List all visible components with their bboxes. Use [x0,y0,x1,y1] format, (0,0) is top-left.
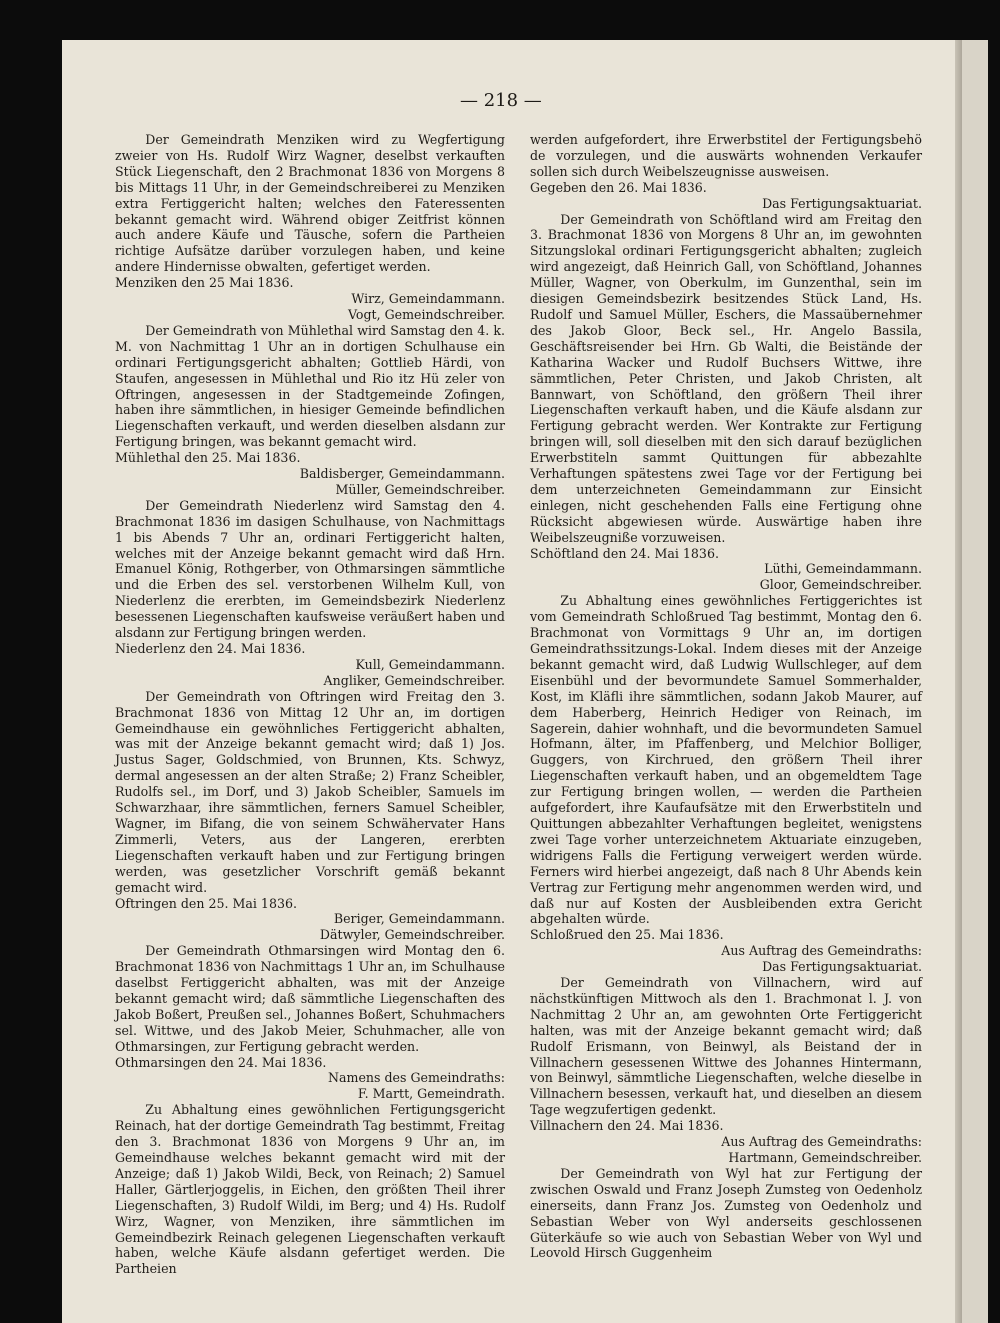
notice-paragraph: Der Gemeindrath von Oftringen wird Freitag den 3. Brachmonat 1836 von Mittag 12 Uhr an, im dortigen Gemeindhause ein gewöhnliches Fertiggericht abhalten, was mit der Anzeige bekannt gemacht wird; daß 1) Jos. Justus Sager, Goldschmied, von Brunnen, Kts. Schwyz, dermal angesessen an der alten Straße; 2) Franz Scheibler, Rudolfs sel., im Dorf, und 3) Jakob Scheibler, Samuels im Schwarzhaar, ihre sämmtlichen, ferners Samuel Scheibler, Wagner, im Bifang, die von seinem Schwähervater Hans Zimmerli, Veters, aus der Langeren, ererbten Liegenschaften verkauft haben und zur Fertigung bringen werden, was gesetzlicher Vorschrift gemäß bekannt gemacht wird. [115,688,505,895]
notice-signature: Namens des Gemeindraths: [328,1070,505,1086]
notice-date: Niederlenz den 24. Mai 1836. [115,641,306,656]
notice-signature: Das Fertigungsaktuariat. [762,195,922,211]
notice-signature: Vogt, Gemeindschreiber. [347,306,505,322]
notice-signature: Hartmann, Gemeindschreiber. [728,1150,922,1165]
notice-signature: Lüthi, Gemeindammann. [764,561,922,577]
notice-date: Othmarsingen den 24. Mai 1836. [115,1054,327,1070]
notice-paragraph: Zu Abhaltung eines gewöhnliches Fertiggerichtes ist vom Gemeindrath Schloßrued Tag bestimmt, Montag den 6. Brachmonat von Vormittags 9 Uhr an, im dortigen Gemeindrathssitzungs-Lokal. Indem dieses mit der Anzeige bekannt gemacht wird, daß Ludwig Wullschleger, auf dem Eisenbühl und der bevormundete Samuel Sommerhalder, Kost, im Kläfli ihre sämmtlichen, sodann Jakob Maurer, auf dem Haberberg, Heinrich Hediger von Reinach, im Sagerein, dahier wohnhaft, und die bevormundeten Samuel Hofmann, älter, im Pfaffenberg, und Melchior Bolliger, Guggers, von Kirchrued, den größern Theil ihrer Liegenschaften verkauft haben, und an obgemeldtem Tage zur Fertigung bringen wollen, — werden die Partheien aufgefordert, ihre Kaufaufsätze mit den Erwerbstiteln und Quittungen abbezahlter Verhaftungen begleitet, wenigstens zwei Tage vorher unterzeichnetem Aktuariate einzugeben, widrigens Falls die Fertigung verweigert werden würde. Ferners wird hierbei angezeigt, daß nach 8 Uhr Abends kein Vertrag zur Fertigung mehr angenommen werden wird, und daß nur auf Kosten der Ausbleibenden extra Gericht abgehalten würde. [530,593,922,927]
left-column [115,132,505,1277]
notice-paragraph: Der Gemeindrath Menziken wird zu Wegfertigung zweier von Hs. Rudolf Wirz Wagner, deselbst verkauften Stück Liegenschaft, den 2 Brachmonat 1836 von Morgens 8 bis Mittags 11 Uhr, in der Gemeindschreiberei zu Menziken extra Fertiggericht halten; welches den Fateressenten bekannt gemacht wird. Während obiger Zeitfrist können auch andere Käufe und Täusche, sofern die Partheien richtige Aufsätze darüber vorzulegen haben, und keine andere Hindernisse obwalten, gefertiget werden. [115,132,505,275]
notice-paragraph: Zu Abhaltung eines gewöhnlichen Fertigungsgericht Reinach, hat der dortige Gemeindrath Tag bestimmt, Freitag den 3. Brachmonat 1836 von Morgens 9 Uhr an, im Gemeindhause welches bekannt gemacht wird mit der Anzeige; daß 1) Jakob Wildi, Beck, von Reinach; 2) Samuel Haller, Gärtlerjoggelis, in Eichen, den größten Theil ihrer Liegenschaften, 3) Rudolf Wildi, im Berg; und 4) Hs. Rudolf Wirz, Wagner, von Menziken, ihre sämmtlichen im Gemeindbezirk Reinach gelegenen Liegenschaften verkauft haben, welche Käufe alsdann gefertiget werden. Die Partheien [115,1102,505,1277]
notice-date: Oftringen den 25. Mai 1836. [115,895,297,911]
notice-continuation: werden aufgefordert, ihre Erwerbstitel der Fertigungsbehö de vorzulegen, und die auswärts wohnenden Verkaufer sollen sich durch Weibelszeugnisse ausweisen. [530,132,922,179]
notice-date: Schloßrued den 25. Mai 1836. [530,927,724,943]
notice-signature: Gloor, Gemeindschreiber. [759,577,922,593]
next-page-edge [962,40,988,1323]
notice-date: Mühlethal den 25. Mai 1836. [115,450,301,466]
notice-signature: Wirz, Gemeindammann. [351,291,505,307]
notice-signature: Müller, Gemeindschreiber. [335,481,505,497]
notice-signature: Dätwyler, Gemeindschreiber. [319,927,505,943]
notice-paragraph: Der Gemeindrath von Villnachern, wird auf nächstkünftigen Mittwoch als den 1. Brachmonat l. J. von Nachmittag 2 Uhr an, am gewohnten Orte Fertiggericht halten, was mit der Anzeige bekannt gemacht wird; daß Rudolf Erismann, von Beinwyl, als Beistand der in Villnachern gesessenen Wittwe des Johannes Hintermann, von Beinwyl, sämmtliche Liegenschaften, welche dieselbe in Villnachern besessen, verkauft hat, und dieselben an diesem Tage wegzufertigen gedenkt. [530,975,922,1118]
right-column [530,132,922,1261]
notice-date: Villnachern den 24. Mai 1836. [530,1118,724,1134]
notice-paragraph: Der Gemeindrath von Wyl hat zur Fertigung der zwischen Oswald und Franz Joseph Zumsteg von Oedenholz einerseits, dann Franz Jos. Zumsteg von Oedenholz und Sebastian Weber von Wyl anderseits geschlossenen Güterkäufe so wie auch von Sebastian Weber von Wyl und Leovold Hirsch Guggenheim [530,1165,922,1261]
notice-signature: Beriger, Gemeindammann. [333,911,505,927]
notice-paragraph: Der Gemeindrath Othmarsingen wird Montag den 6. Brachmonat 1836 von Nachmittags 1 Uhr an, im Schulhause daselbst Fertiggericht abhalten, was mit der Anzeige bekannt gemacht wird; daß sämmtliche Liegenschaften des Jakob Boßert, Preußen sel., Johannes Boßert, Schuhmachers sel. Wittwe, und des Jakob Meier, Schuhmacher, alle von Othmarsingen, zur Fertigung gebracht werden. [115,943,505,1054]
notice-paragraph: Der Gemeindrath von Schöftland wird am Freitag den 3. Brachmonat 1836 von Morgens 8 Uhr an, im gewohnten Sitzungslokal ordinari Fertigungsgericht abhalten; zugleich wird angezeigt, daß Heinrich Gall, von Schöftland, Johannes Müller, Wagner, von Oberkulm, im Gunzenthal, sein im diesigen Gemeindsbezirk besitzendes Stück Land, Hs. Rudolf und Samuel Müller, Eschers, die Massaübernehmer des Jakob Gloor, Beck sel., Hr. Angelo Bassila, Geschäftsreisender bei Hrn. Gb Walti, die Beistände der Katharina Wacker und Rudolf Buchsers Wittwe, ihre sämmtlichen, Peter Christen, und Jakob Christen, alt Bannwart, von Schöftland, den größern Theil ihrer Liegenschaften verkauft haben, und die Käufe alsdann zur Fertigung gebracht werden. Wer Kontrakte zur Fertigung bringen will, soll dieselben mit den sich darauf bezüglichen Erwerbstiteln sammt Quittungen für abbezahlte Verhaftungen spätestens zwei Tage vor der Fertigung bei dem unterzeichneten Gemeindammann zur Einsicht einlegen, nicht geschehenden Falls eine Fertigung ohne Rücksicht abgewiesen würde. Auswärtige haben ihre Weibelszeugniße vorzuweisen. [530,211,922,545]
page-number: — 218 — [460,90,542,111]
notice-signature: Baldisberger, Gemeindammann. [299,466,505,482]
notice-signature: Aus Auftrag des Gemeindraths: [721,943,922,959]
notice-signature: Angliker, Gemeindschreiber. [323,672,505,688]
notice-date: Menziken den 25 Mai 1836. [115,275,294,291]
notice-signature: Aus Auftrag des Gemeindraths: [721,1134,922,1150]
notice-date: Gegeben den 26. Mai 1836. [530,179,707,195]
notice-signature: Kull, Gemeindammann. [355,656,505,672]
notice-signature: F. Martt, Gemeindrath. [357,1086,505,1102]
notice-paragraph: Der Gemeindrath Niederlenz wird Samstag den 4. Brachmonat 1836 im dasigen Schulhause, von Nachmittags 1 bis Abends 7 Uhr an, ordinari Fertiggericht halten, welches mit der Anzeige bekannt gemacht wird daß Hrn. Emanuel König, Rothgerber, von Othmarsingen sämmtliche und die Erben des sel. verstorbenen Wilhelm Kull, von Niederlenz die ererbten, im Gemeindsbezirk Niederlenz besessenen Liegenschaften kaufsweise veräußert haben und alsdann zur Fertigung bringen werden. [115,497,505,641]
notice-date: Schöftland den 24. Mai 1836. [530,545,719,561]
notice-signature: Das Fertigungsaktuariat. [762,959,922,975]
notice-paragraph: Der Gemeindrath von Mühlethal wird Samstag den 4. k. M. von Nachmittag 1 Uhr an in dortigen Schulhause ein ordinari Fertigungsgericht abhalten; Gottlieb Härdi, von Staufen, angesessen in Mühlethal und Rio itz Hü zeler von Oftringen, angesessen in der Stadtgemeinde Zofingen, haben ihre sämmtlichen, in hiesiger Gemeinde befindlichen Liegenschaften verkauft, und werden dieselben alsdann zur Fertigung bringen, was bekannt gemacht wird. [115,322,505,450]
